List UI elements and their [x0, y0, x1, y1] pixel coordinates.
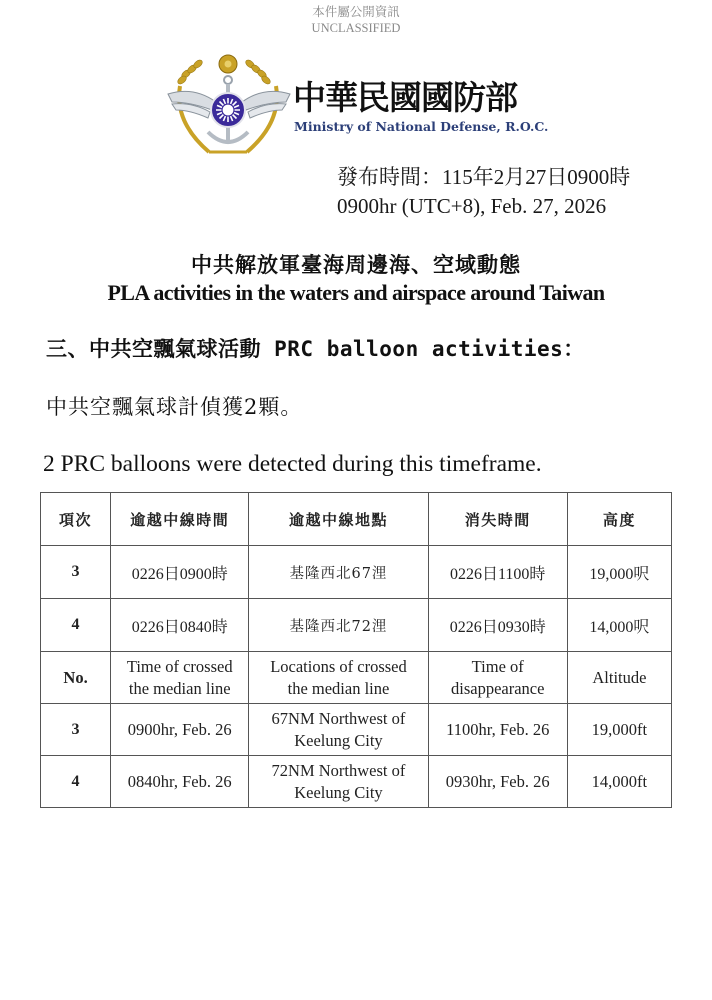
cell-line: 1100hr, Feb. 26 [446, 719, 550, 739]
table-cell: 19,000呎 [567, 546, 671, 599]
org-name-en: Ministry of National Defense, R.O.C. [294, 119, 549, 134]
table-row [41, 546, 672, 599]
org-name-zh: 中華民國國防部 [293, 78, 517, 117]
header-cell: 逾越中線時間 [111, 493, 249, 546]
header-cell [41, 652, 111, 704]
table-cell: 0226日0900時 [111, 546, 249, 599]
table-cell-no [41, 756, 111, 808]
header-line: No. [63, 667, 88, 687]
table-cell-no [41, 704, 111, 756]
header-cell [249, 652, 428, 704]
cell-line: 14,000ft [591, 771, 648, 791]
header-cell [111, 652, 249, 704]
table-cell [111, 756, 249, 808]
cell-line: 67NM Northwest of [271, 708, 406, 728]
header-line: disappearance [450, 678, 545, 698]
table-cell [567, 704, 671, 756]
table-header-row-en [41, 652, 672, 704]
page-title-en: PLA activities in the waters and airspace around Taiwan [107, 280, 605, 305]
publish-time [337, 163, 630, 221]
cell-line: Keelung City [294, 782, 383, 802]
header-cell [428, 652, 567, 704]
mnd-emblem-icon [164, 52, 294, 160]
header-line: the median line [128, 678, 231, 698]
table-cell: 基隆西北67浬 [249, 546, 428, 599]
table-cell [428, 704, 567, 756]
header-cell: 項次 [41, 493, 111, 546]
cell-line: Keelung City [294, 730, 383, 750]
header-line: Altitude [592, 667, 647, 687]
publish-time-en: 0900hr (UTC+8), Feb. 27, 2026 [337, 194, 607, 218]
cell-line: 19,000ft [591, 719, 648, 739]
cell-line: 0840hr, Feb. 26 [127, 771, 232, 791]
header-cell: 逾越中線地點 [249, 493, 428, 546]
table-cell: 0226日0840時 [111, 599, 249, 652]
header-cell: 消失時間 [428, 493, 567, 546]
summary-en: 2 PRC balloons were detected during this timeframe. [43, 451, 542, 477]
cell-line: 0900hr, Feb. 26 [127, 719, 232, 739]
header-line: Time of crossed [126, 656, 233, 676]
table-row [41, 704, 672, 756]
table-row [41, 756, 672, 808]
cell-line: 3 [71, 720, 80, 738]
table-cell-no: 4 [41, 599, 111, 652]
table-cell-no: 3 [41, 546, 111, 599]
header-line: Time of [471, 656, 524, 676]
classification-banner [0, 4, 712, 36]
classification-zh: 本件屬公開資訊 [312, 5, 400, 19]
classification-en: UNCLASSIFIED [311, 21, 401, 35]
table-header-row-zh [41, 493, 672, 546]
table-cell [567, 756, 671, 808]
page-title-zh: 中共解放軍臺海周邊海、空域動態 [191, 252, 521, 277]
table-cell: 14,000呎 [567, 599, 671, 652]
header-line: Locations of crossed [270, 656, 407, 676]
table-cell [428, 756, 567, 808]
table-cell [111, 704, 249, 756]
table-row [41, 599, 672, 652]
header-cell: 高度 [567, 493, 671, 546]
table-cell [249, 704, 428, 756]
header-line: the median line [287, 678, 390, 698]
summary-zh: 中共空飄氣球計偵獲2顆。 [46, 395, 303, 419]
section-heading: 三、中共空飄氣球活動 PRC balloon activities： [46, 337, 585, 361]
publish-time-zh: 發布時間：115年2月27日0900時 [337, 165, 631, 189]
cell-line: 4 [71, 772, 80, 790]
table-cell: 0226日1100時 [428, 546, 567, 599]
balloon-activity-table [40, 492, 672, 808]
cell-line: 72NM Northwest of [271, 760, 406, 780]
table-cell: 基隆西北72浬 [249, 599, 428, 652]
table-cell: 0226日0930時 [428, 599, 567, 652]
cell-line: 0930hr, Feb. 26 [445, 771, 550, 791]
table-cell [249, 756, 428, 808]
header-cell [567, 652, 671, 704]
